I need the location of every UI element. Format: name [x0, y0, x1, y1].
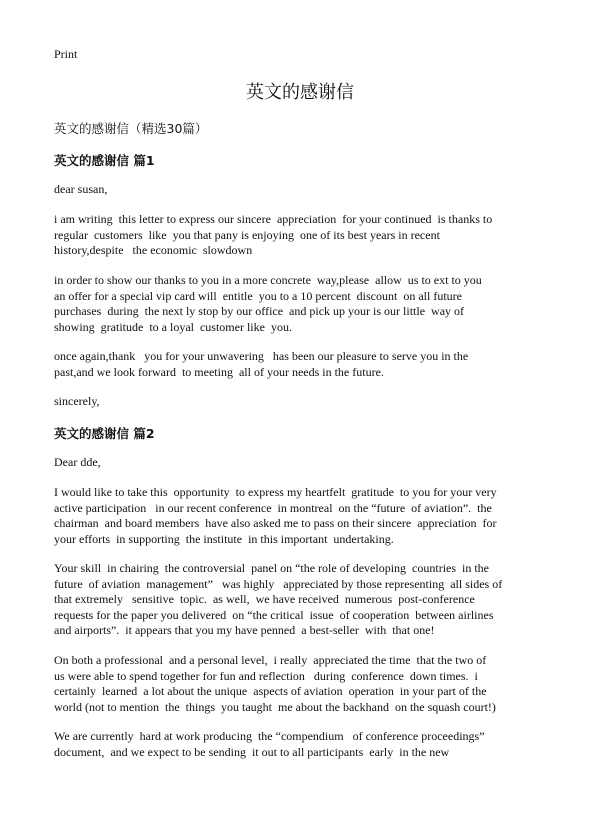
letter-1-paragraph-1: [54, 212, 549, 259]
text-line: purchases during the next ly stop by our office and pick up your is our little way of: [54, 304, 465, 319]
letter-2-paragraph-3: [54, 653, 549, 715]
text-line: chairman and board members have also asked me to pass on their sincere appreciation for: [54, 516, 497, 531]
text-line: your efforts in supporting the institute in this important undertaking.: [54, 531, 394, 546]
text-line: history,despite the economic slowdown: [54, 243, 253, 258]
letter-1-closing: sincerely,: [54, 394, 100, 408]
letter-1-salutation: dear susan,: [54, 182, 108, 196]
letter-2-paragraph-4: [54, 729, 549, 760]
letter-2-paragraph-1: [54, 485, 549, 547]
letter-1-heading: 英文的感谢信 篇1: [54, 153, 155, 168]
text-line: certainly learned a lot about the unique aspects of aviation operation in your part of the: [54, 684, 487, 699]
text-line: once again,thank you for your unwavering has been our pleasure to serve you in the: [54, 349, 469, 363]
text-line: i am writing this letter to express our sincere appreciation for your continued is thanks to: [54, 212, 493, 226]
text-line: past,and we look forward to meeting all of your needs in the future.: [54, 364, 384, 379]
text-line: I would like to take this opportunity to express my heartfelt gratitude to you for your very: [54, 485, 497, 499]
letter-1-paragraph-3: [54, 349, 549, 380]
text-line: showing gratitude to a loyal customer like you.: [54, 319, 292, 334]
text-line: Your skill in chairing the controversial panel on “the role of developing countries in the: [54, 561, 490, 575]
print-link[interactable]: Print: [54, 47, 78, 61]
letter-1-paragraph-2: [54, 273, 549, 335]
text-line: requests for the paper you delivered on “the critical issue of cooperation between airlines: [54, 607, 494, 622]
text-line: us were able to spend together for fun and reflection during conference down times. i: [54, 668, 478, 683]
text-line: future of aviation management” was highly appreciated by those representing all sides of: [54, 576, 503, 591]
text-line: On both a professional and a personal level, i really appreciated the time that the two of: [54, 653, 487, 667]
text-line: active participation in our recent conference in montreal on the “future of aviation”. the: [54, 500, 492, 515]
text-line: and airports”. it appears that you my have penned a best-seller with that one!: [54, 623, 435, 638]
text-line: We are currently hard at work producing the “compendium of conference proceedings”: [54, 729, 485, 743]
letter-2-salutation: Dear dde,: [54, 455, 101, 469]
letter-2-paragraph-2: [54, 561, 549, 639]
text-line: document, and we expect to be sending it out to all participants early in the new: [54, 744, 450, 759]
text-line: in order to show our thanks to you in a more concrete way,please allow us to ext to you: [54, 273, 482, 287]
text-line: an offer for a special vip card will entitle you to a 10 percent discount on all future: [54, 288, 462, 303]
text-line: world (not to mention the things you taught me about the backhand on the squash court!): [54, 699, 496, 714]
text-line: that extremely sensitive topic. as well, we have received numerous post-conference: [54, 592, 475, 607]
page-title: 英文的感谢信: [246, 82, 354, 103]
document-subtitle: 英文的感谢信（精选30篇）: [54, 121, 208, 136]
text-line: regular customers like you that pany is enjoying one of its best years in recent: [54, 227, 440, 242]
letter-2-heading: 英文的感谢信 篇2: [54, 426, 155, 441]
